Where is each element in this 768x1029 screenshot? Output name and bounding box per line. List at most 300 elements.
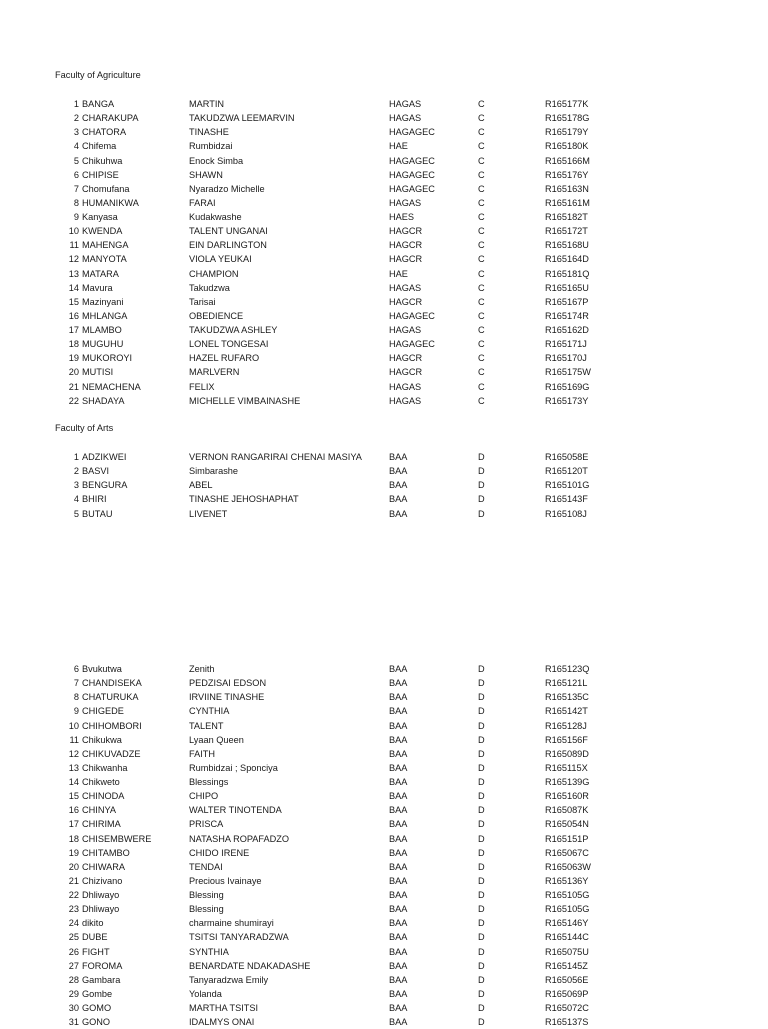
table-row [0, 351, 768, 365]
first-names: Blessings [189, 777, 229, 787]
section-title-agriculture: Faculty of Agriculture [55, 70, 141, 80]
class-code: D [478, 833, 485, 844]
class-code: D [478, 678, 485, 689]
surname: CHIWARA [82, 861, 126, 872]
surname: CHANDISEKA [82, 678, 142, 689]
row-number: 8 [73, 197, 79, 208]
surname: CHITAMBO [82, 847, 130, 858]
first-names: LONEL TONGESAI [189, 339, 269, 350]
programme-code: BAA [389, 1017, 408, 1028]
registration-number: R165075U [545, 946, 589, 957]
class-code: D [478, 692, 485, 703]
programme-code: BAA [389, 466, 408, 477]
first-names: SYNTHIA [189, 946, 229, 957]
programme-code: BAA [389, 508, 408, 519]
class-code: D [478, 734, 485, 745]
table-row [0, 295, 768, 309]
table-row [0, 380, 768, 394]
first-names: Simbarashe [189, 466, 239, 477]
programme-code: HAGAS [389, 381, 422, 392]
table-row [0, 210, 768, 224]
class-code: D [478, 1017, 485, 1028]
programme-code: BAA [389, 494, 408, 505]
section-title-arts: Faculty of Arts [55, 423, 114, 433]
class-code: D [478, 508, 485, 519]
registration-number: R165087K [545, 805, 589, 816]
table-row [0, 860, 768, 874]
programme-code: HAGAGEC [389, 169, 435, 180]
surname: Dhliwayo [82, 904, 120, 915]
surname: Chomufana [82, 183, 130, 194]
registration-number: R165170J [545, 353, 587, 364]
table-row [0, 1015, 768, 1029]
class-code: D [478, 664, 485, 674]
registration-number: R165121L [545, 678, 588, 689]
registration-number: R165101G [545, 480, 590, 491]
table-row [0, 973, 768, 987]
surname: CHARAKUPA [82, 113, 139, 124]
class-code: C [478, 212, 485, 222]
surname: Chikwanha [82, 762, 128, 773]
programme-code: BAA [389, 720, 408, 731]
table-row [0, 337, 768, 351]
class-code: D [478, 932, 485, 943]
table-row [0, 168, 768, 182]
first-names: charmaine shumirayi [189, 918, 274, 929]
class-code: D [478, 452, 485, 462]
row-number: 11 [69, 734, 79, 745]
class-code: D [478, 918, 485, 929]
class-code: D [478, 819, 485, 830]
row-number: 14 [68, 777, 79, 787]
registration-number: R165161M [545, 197, 590, 208]
first-names: Zenith [189, 664, 215, 674]
row-number: 13 [68, 762, 79, 773]
programme-code: BAA [389, 819, 408, 830]
surname: SHADAYA [82, 395, 125, 406]
row-number: 3 [73, 127, 79, 138]
table-row [0, 182, 768, 196]
row-number: 21 [68, 381, 79, 392]
table-row [0, 450, 768, 464]
registration-number: R165182T [545, 212, 588, 222]
row-number: 28 [68, 974, 79, 985]
surname: CHATURUKA [82, 692, 139, 703]
surname: BASVI [82, 466, 110, 477]
row-number: 30 [68, 1003, 79, 1013]
class-code: C [478, 367, 485, 378]
row-number: 22 [68, 395, 79, 406]
row-number: 18 [68, 339, 79, 350]
table-row [0, 507, 768, 521]
table-row [0, 365, 768, 379]
row-number: 8 [73, 692, 79, 703]
first-names: Lyaan Queen [189, 734, 244, 745]
registration-number: R165115X [545, 762, 588, 773]
table-row [0, 1001, 768, 1015]
surname: MATARA [82, 268, 119, 279]
row-number: 17 [68, 325, 79, 335]
first-names: IDALMYS ONAI [189, 1017, 255, 1028]
class-code: C [478, 282, 485, 293]
table-row [0, 196, 768, 210]
class-code: D [478, 720, 485, 731]
registration-number: R165151P [545, 833, 589, 844]
row-number: 31 [68, 1017, 79, 1028]
table-row [0, 139, 768, 153]
first-names: WALTER TINOTENDA [189, 805, 282, 816]
row-number: 10 [68, 720, 79, 731]
row-number: 7 [73, 678, 79, 689]
programme-code: HAGAS [389, 197, 422, 208]
class-code: D [478, 946, 485, 957]
programme-code: BAA [389, 1003, 408, 1013]
table-row [0, 111, 768, 125]
programme-code: HAGAS [389, 395, 422, 406]
first-names: CHIPO [189, 791, 219, 802]
table-row [0, 125, 768, 139]
programme-code: BAA [389, 833, 408, 844]
programme-code: BAA [389, 946, 408, 957]
row-number: 22 [68, 890, 79, 900]
class-code: C [478, 395, 485, 406]
programme-code: BAA [389, 890, 408, 900]
class-code: C [478, 353, 485, 364]
row-number: 19 [68, 353, 79, 364]
class-code: D [478, 466, 485, 477]
programme-code: BAA [389, 692, 408, 703]
programme-code: BAA [389, 847, 408, 858]
surname: CHIHOMBORI [82, 720, 142, 731]
first-names: MICHELLE VIMBAINASHE [189, 395, 301, 406]
registration-number: R165142T [545, 706, 588, 717]
class-code: D [478, 791, 485, 802]
programme-code: BAA [389, 762, 408, 773]
first-names: TALENT UNGANAI [189, 226, 268, 237]
row-number: 9 [73, 706, 79, 717]
registration-number: R165072C [545, 1003, 589, 1013]
registration-number: R165056E [545, 974, 589, 985]
programme-code: BAA [389, 777, 408, 787]
surname: CHIRIMA [82, 819, 121, 830]
first-names: EIN DARLINGTON [189, 240, 267, 251]
registration-number: R165165U [545, 282, 589, 293]
registration-number: R165105G [545, 890, 590, 900]
surname: FOROMA [82, 960, 123, 971]
class-code: C [478, 240, 485, 251]
table-row [0, 238, 768, 252]
class-code: C [478, 325, 485, 335]
table-row [0, 945, 768, 959]
surname: MLAMBO [82, 325, 122, 335]
surname: MANYOTA [82, 254, 127, 265]
registration-number: R165168U [545, 240, 589, 251]
table-row [0, 704, 768, 718]
surname: Chikukwa [82, 734, 122, 745]
first-names: TALENT [189, 720, 224, 731]
row-number: 15 [68, 791, 79, 802]
first-names: FARAI [189, 197, 216, 208]
row-number: 20 [68, 861, 79, 872]
row-number: 6 [73, 664, 79, 674]
table-row [0, 267, 768, 281]
row-number: 5 [73, 155, 79, 166]
row-number: 23 [68, 904, 79, 915]
surname: CHIKUVADZE [82, 748, 141, 759]
first-names: Enock Simba [189, 155, 244, 166]
class-code: C [478, 254, 485, 265]
first-names: TAKUDZWA LEEMARVIN [189, 113, 295, 124]
student-table-arts-continued [0, 662, 768, 1029]
surname: FIGHT [82, 946, 110, 957]
programme-code: BAA [389, 960, 408, 971]
row-number: 17 [68, 819, 79, 830]
class-code: C [478, 296, 485, 307]
class-code: D [478, 974, 485, 985]
surname: Bvukutwa [82, 664, 122, 674]
student-table-arts [0, 450, 768, 521]
programme-code: HAGAGEC [389, 339, 435, 350]
row-number: 19 [68, 847, 79, 858]
registration-number: R165067C [545, 847, 589, 858]
first-names: TINASHE [189, 127, 229, 138]
programme-code: HAGAS [389, 113, 422, 124]
row-number: 4 [73, 494, 79, 505]
table-row [0, 394, 768, 408]
row-number: 24 [68, 918, 79, 929]
first-names: VIOLA YEUKAI [189, 254, 252, 265]
table-row [0, 987, 768, 1001]
class-code: D [478, 988, 485, 999]
first-names: TENDAI [189, 861, 223, 872]
class-code: C [478, 381, 485, 392]
first-names: BENARDATE NDAKADASHE [189, 960, 311, 971]
programme-code: HAGCR [389, 240, 423, 251]
class-code: C [478, 339, 485, 350]
registration-number: R165163N [545, 183, 589, 194]
programme-code: HAGAGEC [389, 310, 435, 321]
programme-code: HAGCR [389, 353, 423, 364]
row-number: 18 [68, 833, 79, 844]
programme-code: HAGAGEC [389, 127, 435, 138]
row-number: 4 [73, 141, 79, 152]
programme-code: BAA [389, 706, 408, 717]
surname: DUBE [82, 932, 108, 943]
registration-number: R165144C [545, 932, 589, 943]
registration-number: R165177K [545, 99, 589, 109]
table-row [0, 761, 768, 775]
class-code: C [478, 268, 485, 279]
class-code: D [478, 762, 485, 773]
table-row [0, 676, 768, 690]
row-number: 15 [68, 296, 79, 307]
programme-code: BAA [389, 974, 408, 985]
surname: Dhliwayo [82, 890, 120, 900]
first-names: SHAWN [189, 169, 223, 180]
surname: BANGA [82, 99, 115, 109]
table-row [0, 492, 768, 506]
row-number: 11 [69, 240, 79, 251]
programme-code: BAA [389, 734, 408, 745]
registration-number: R165139G [545, 777, 590, 787]
first-names: Precious Ivainaye [189, 875, 262, 886]
surname: GONO [82, 1017, 111, 1028]
programme-code: HAGCR [389, 367, 423, 378]
row-number: 12 [68, 748, 79, 759]
registration-number: R165180K [545, 141, 589, 152]
first-names: ABEL [189, 480, 213, 491]
registration-number: R165164D [545, 254, 589, 265]
class-code: C [478, 310, 485, 321]
registration-number: R165054N [545, 819, 589, 830]
row-number: 16 [68, 805, 79, 816]
registration-number: R165137S [545, 1017, 589, 1028]
surname: Chikweto [82, 777, 120, 787]
programme-code: HAE [389, 268, 408, 279]
class-code: D [478, 861, 485, 872]
table-row [0, 662, 768, 676]
surname: CHINYA [82, 805, 117, 816]
surname: CHIGEDE [82, 706, 124, 717]
row-number: 2 [73, 113, 79, 124]
registration-number: R165108J [545, 508, 587, 519]
class-code: C [478, 127, 485, 138]
class-code: C [478, 226, 485, 237]
first-names: Blessing [189, 890, 224, 900]
table-row [0, 902, 768, 916]
first-names: Blessing [189, 904, 224, 915]
row-number: 2 [73, 466, 79, 477]
table-row [0, 747, 768, 761]
surname: Chifema [82, 141, 117, 152]
surname: Chikuhwa [82, 155, 123, 166]
table-row [0, 916, 768, 930]
class-code: D [478, 904, 485, 915]
programme-code: BAA [389, 988, 408, 999]
surname: CHIPISE [82, 169, 119, 180]
surname: Chizivano [82, 875, 123, 886]
class-code: D [478, 748, 485, 759]
registration-number: R165123Q [545, 664, 590, 674]
registration-number: R165166M [545, 155, 590, 166]
programme-code: HAGCR [389, 296, 423, 307]
programme-code: BAA [389, 861, 408, 872]
surname: MAHENGA [82, 240, 129, 251]
first-names: OBEDIENCE [189, 310, 244, 321]
programme-code: BAA [389, 904, 408, 915]
class-code: D [478, 890, 485, 900]
row-number: 6 [73, 169, 79, 180]
surname: MHLANGA [82, 310, 128, 321]
class-code: C [478, 197, 485, 208]
class-code: C [478, 183, 485, 194]
registration-number: R165128J [545, 720, 587, 731]
registration-number: R165175W [545, 367, 591, 378]
registration-number: R165172T [545, 226, 588, 237]
programme-code: HAGCR [389, 254, 423, 265]
class-code: D [478, 777, 485, 787]
table-row [0, 803, 768, 817]
table-row [0, 888, 768, 902]
row-number: 25 [68, 932, 79, 943]
programme-code: BAA [389, 748, 408, 759]
surname: NEMACHENA [82, 381, 141, 392]
surname: CHISEMBWERE [82, 833, 152, 844]
programme-code: HAGCR [389, 226, 423, 237]
row-number: 9 [73, 212, 79, 222]
programme-code: BAA [389, 678, 408, 689]
first-names: Rumbidzai ; Sponciya [189, 762, 278, 773]
row-number: 27 [68, 960, 79, 971]
surname: KWENDA [82, 226, 123, 237]
registration-number: R165162D [545, 325, 589, 335]
registration-number: R165171J [545, 339, 587, 350]
programme-code: HAGAGEC [389, 183, 435, 194]
registration-number: R165143F [545, 494, 588, 505]
row-number: 13 [68, 268, 79, 279]
registration-number: R165174R [545, 310, 589, 321]
row-number: 1 [73, 452, 79, 462]
class-code: D [478, 875, 485, 886]
registration-number: R165058E [545, 452, 589, 462]
table-row [0, 97, 768, 111]
table-row [0, 478, 768, 492]
first-names: MARTIN [189, 99, 225, 109]
registration-number: R165089D [545, 748, 589, 759]
surname: MUKOROYI [82, 353, 133, 364]
first-names: LIVENET [189, 508, 228, 519]
class-code: D [478, 480, 485, 491]
surname: Mazinyani [82, 296, 124, 307]
row-number: 7 [73, 183, 79, 194]
programme-code: HAES [389, 212, 415, 222]
table-row [0, 224, 768, 238]
surname: MUGUHU [82, 339, 124, 350]
programme-code: BAA [389, 664, 408, 674]
row-number: 20 [68, 367, 79, 378]
class-code: C [478, 155, 485, 166]
surname: BENGURA [82, 480, 128, 491]
table-row [0, 789, 768, 803]
table-row [0, 930, 768, 944]
class-code: C [478, 99, 485, 109]
table-row [0, 309, 768, 323]
table-row [0, 281, 768, 295]
first-names: MARLVERN [189, 367, 240, 378]
row-number: 5 [73, 508, 79, 519]
table-row [0, 832, 768, 846]
registration-number: R165167P [545, 296, 589, 307]
surname: MUTISI [82, 367, 114, 378]
first-names: Nyaradzo Michelle [189, 183, 265, 194]
programme-code: BAA [389, 791, 408, 802]
row-number: 3 [73, 480, 79, 491]
table-row [0, 846, 768, 860]
first-names: Takudzwa [189, 282, 230, 293]
table-row [0, 817, 768, 831]
programme-code: HAGAS [389, 282, 422, 293]
programme-code: BAA [389, 918, 408, 929]
first-names: FELIX [189, 381, 215, 392]
first-names: Yolanda [189, 988, 222, 999]
registration-number: R165173Y [545, 395, 589, 406]
class-code: D [478, 805, 485, 816]
registration-number: R165069P [545, 988, 589, 999]
first-names: TSITSI TANYARADZWA [189, 932, 289, 943]
first-names: FAITH [189, 748, 216, 759]
table-row [0, 959, 768, 973]
row-number: 1 [73, 99, 79, 109]
